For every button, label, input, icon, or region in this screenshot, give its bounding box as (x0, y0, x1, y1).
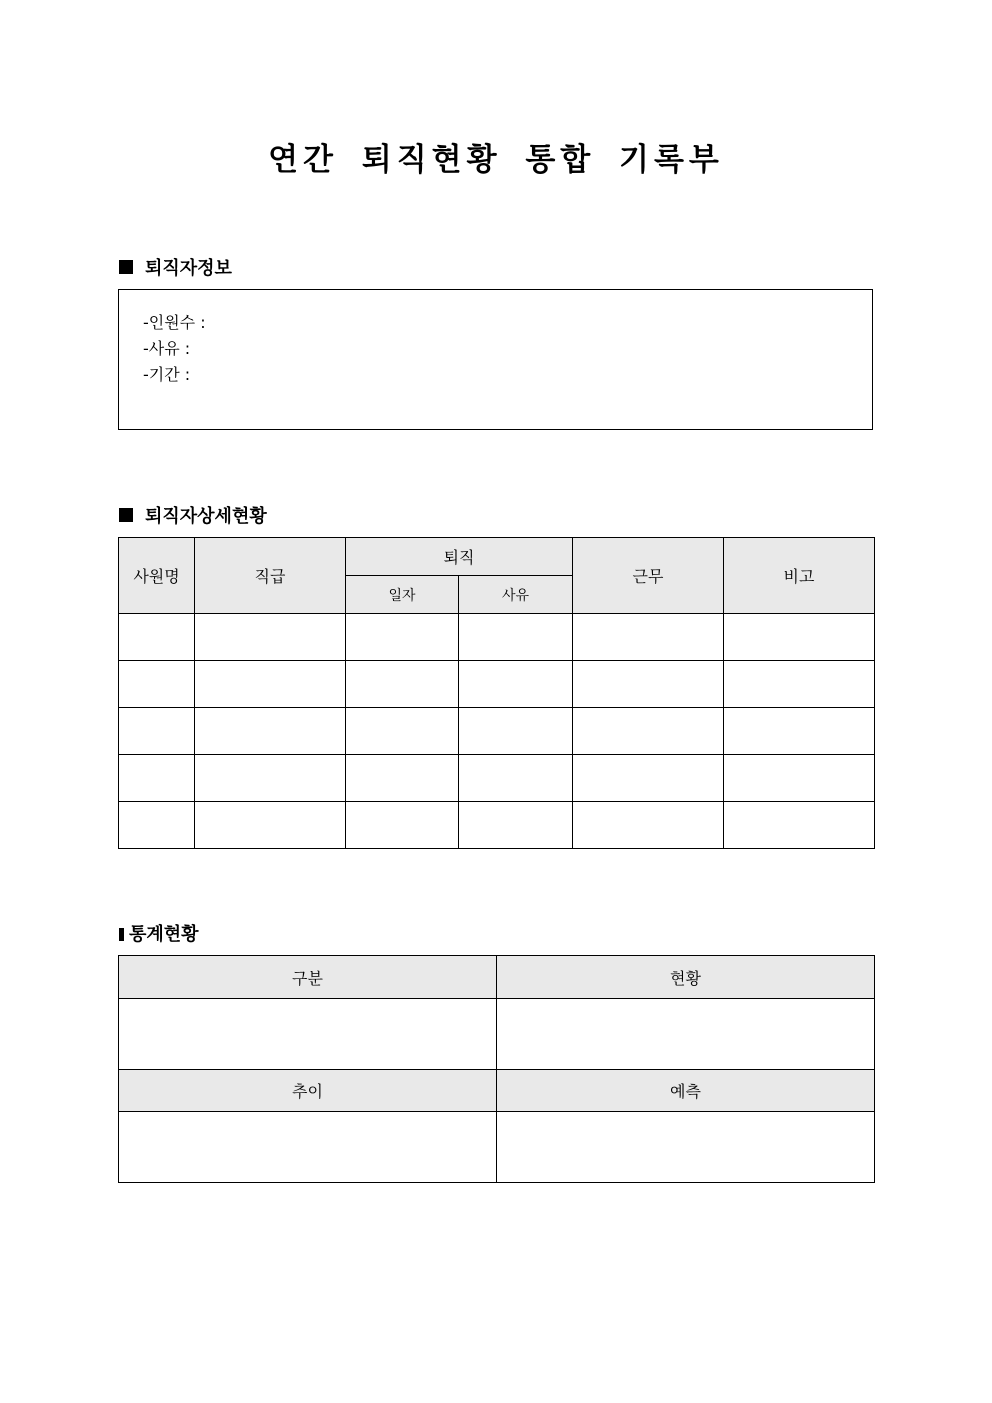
table-cell[interactable] (573, 614, 724, 661)
section-heading-label: 통계현황 (129, 924, 199, 945)
info-line-period: -기간 : (143, 365, 191, 384)
table-cell[interactable] (459, 661, 573, 708)
table-cell-status[interactable] (497, 999, 875, 1070)
retiree-detail-table (118, 537, 875, 849)
table-cell[interactable] (195, 661, 346, 708)
table-row (119, 661, 875, 708)
table-cell[interactable] (724, 661, 875, 708)
info-line-headcount: -인원수 : (143, 313, 206, 332)
table-cell[interactable] (459, 802, 573, 849)
table-cell[interactable] (195, 614, 346, 661)
table-cell[interactable] (346, 802, 459, 849)
table-cell[interactable] (119, 708, 195, 755)
header-retirement: 퇴직 (346, 538, 573, 576)
table-cell[interactable] (573, 755, 724, 802)
table-cell[interactable] (724, 614, 875, 661)
table-row (119, 614, 875, 661)
section-heading-retiree-details (119, 502, 267, 528)
header-status: 현황 (497, 956, 875, 999)
table-cell[interactable] (573, 802, 724, 849)
square-bullet-icon (119, 508, 133, 522)
header-rank: 직급 (195, 538, 346, 614)
table-row (119, 708, 875, 755)
table-cell[interactable] (724, 802, 875, 849)
table-cell[interactable] (119, 802, 195, 849)
table-cell-category[interactable] (119, 999, 497, 1070)
section-heading-statistics (119, 920, 199, 946)
header-forecast: 예측 (497, 1070, 875, 1112)
table-cell-forecast[interactable] (497, 1112, 875, 1183)
table-cell[interactable] (573, 661, 724, 708)
header-category: 구분 (119, 956, 497, 999)
table-cell[interactable] (459, 708, 573, 755)
square-bullet-icon (119, 260, 133, 274)
table-cell[interactable] (346, 708, 459, 755)
header-work: 근무 (573, 538, 724, 614)
header-retirement-date: 일자 (346, 576, 459, 614)
table-cell[interactable] (195, 708, 346, 755)
section-heading-label: 퇴직자정보 (145, 258, 232, 279)
table-cell[interactable] (346, 755, 459, 802)
table-cell-trend[interactable] (119, 1112, 497, 1183)
header-note: 비고 (724, 538, 875, 614)
section-heading-label: 퇴직자상세현황 (145, 506, 267, 527)
info-line-reason: -사유 : (143, 339, 191, 358)
table-cell[interactable] (724, 755, 875, 802)
header-employee-name: 사원명 (119, 538, 195, 614)
table-cell[interactable] (119, 614, 195, 661)
document-title: 연간 퇴직현황 통합 기록부 (268, 142, 724, 178)
table-cell[interactable] (119, 755, 195, 802)
table-cell[interactable] (346, 614, 459, 661)
table-cell[interactable] (195, 802, 346, 849)
retiree-info-box (118, 289, 873, 430)
statistics-table (118, 955, 875, 1183)
table-cell[interactable] (459, 614, 573, 661)
table-cell[interactable] (119, 661, 195, 708)
table-cell[interactable] (346, 661, 459, 708)
table-cell[interactable] (195, 755, 346, 802)
bar-bullet-icon (119, 928, 124, 941)
table-cell[interactable] (724, 708, 875, 755)
header-retirement-reason: 사유 (459, 576, 573, 614)
header-trend: 추이 (119, 1070, 497, 1112)
table-cell[interactable] (459, 755, 573, 802)
section-heading-retiree-info (119, 254, 232, 280)
table-cell[interactable] (573, 708, 724, 755)
table-row (119, 802, 875, 849)
table-row (119, 755, 875, 802)
